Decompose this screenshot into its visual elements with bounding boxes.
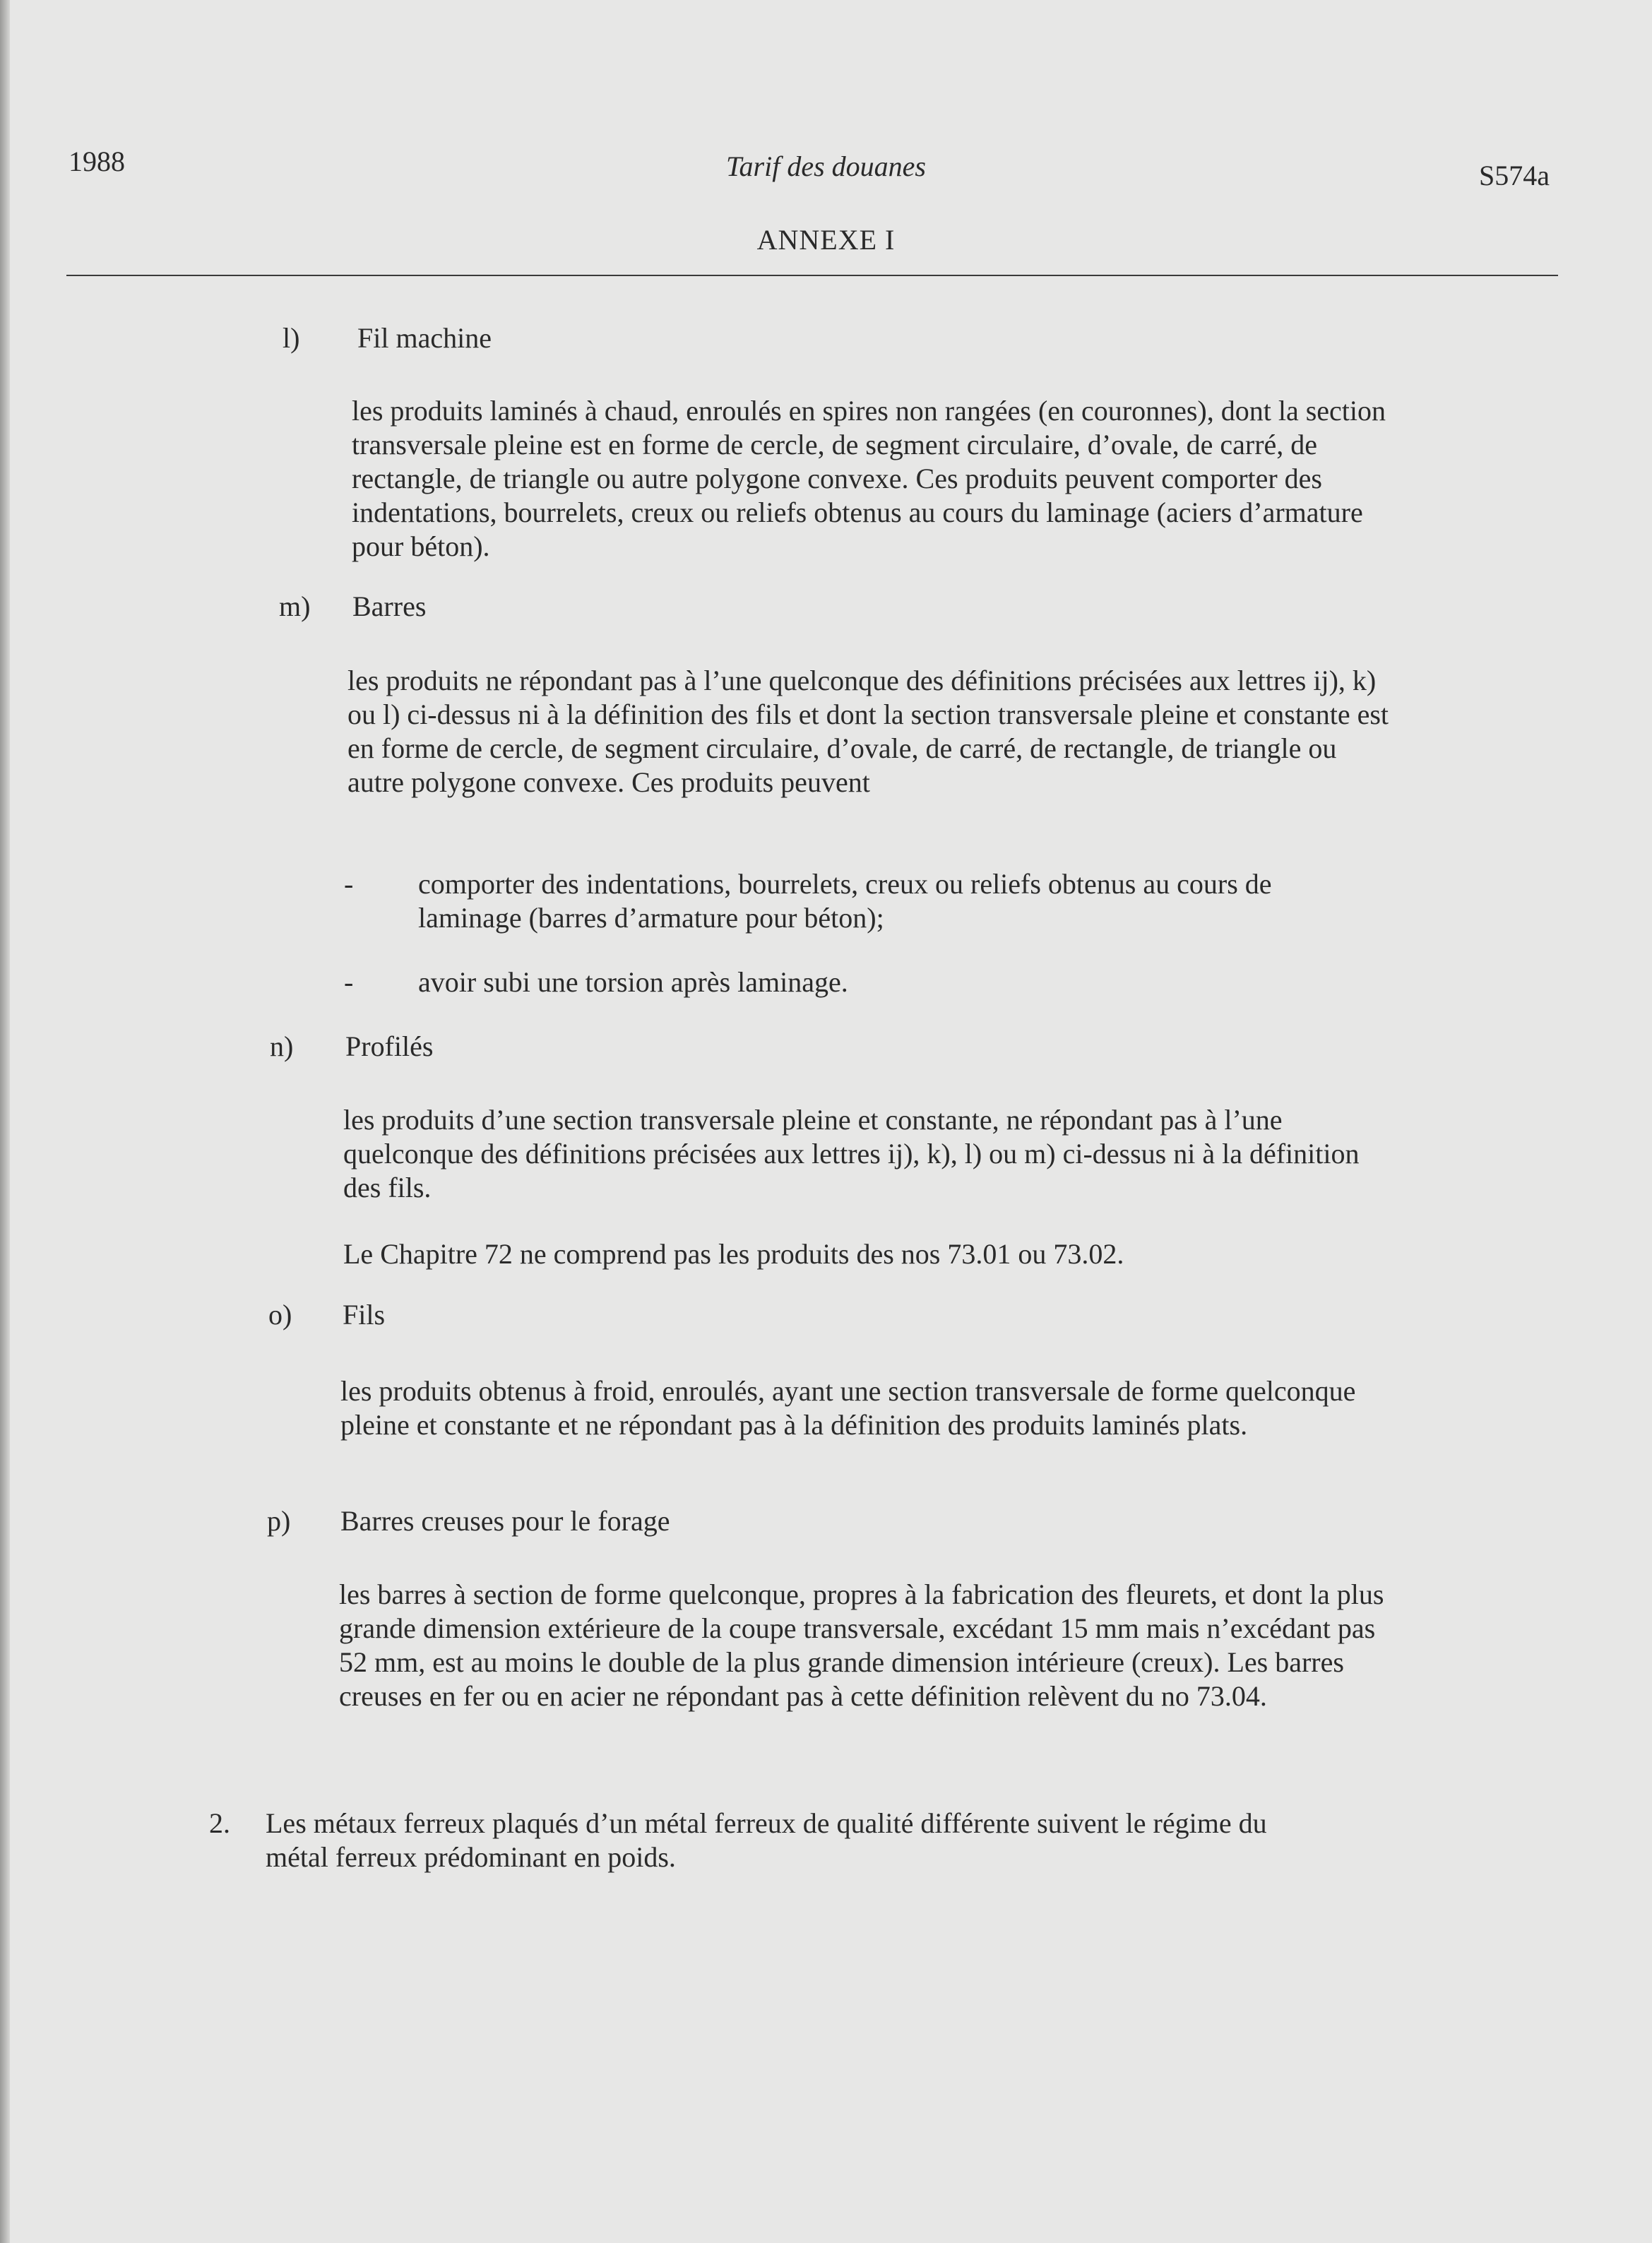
item-o-text: les produits obtenus à froid, enroulés, ayant une section transversale de forme quelconque pleine et constante et ne répondant pas à la définition des produits laminés plats. xyxy=(340,1375,1356,1441)
item-m-text: les produits ne répondant pas à l’une quelconque des définitions précisées aux lettres ij), k) ou l) ci-dessus ni à la définition des fils et dont la section transversale pleine et constante est en forme de cercle, de segment circulaire, d’ovale, de carré, de rectangle, de triangle ou autre polygone convexe. Ces produits peuvent xyxy=(347,665,1389,798)
item-m-bullet-2: avoir subi une torsion après laminage. xyxy=(418,966,848,998)
annexe-heading: ANNEXE I xyxy=(756,224,896,256)
page-year: 1988 xyxy=(69,145,125,177)
item-m-title: Barres xyxy=(352,590,427,622)
note-2-text: Les métaux ferreux plaqués d’un métal ferreux de qualité différente suivent le régime du métal ferreux prédominant en poids. xyxy=(266,1807,1267,1873)
page-edge xyxy=(0,0,10,2243)
item-o-title: Fils xyxy=(343,1299,386,1331)
note-2-marker: 2. xyxy=(209,1807,230,1839)
item-l-text: les produits laminés à chaud, enroulés en spires non rangées (en couronnes), dont la section transversale pleine est en forme de cercle, de segment circulaire, d’ovale, de carré, de rectangle, de triangle ou autre polygone convexe. Ces produits peuvent comporter des indentations, bourrelets, creux ou reliefs obtenus au cours du laminage (aciers d’armature pour béton). xyxy=(352,395,1386,562)
header-rule xyxy=(66,275,1558,276)
item-l-marker: l) xyxy=(283,322,300,354)
bullet-dash: - xyxy=(344,868,354,900)
bullet-dash: - xyxy=(344,966,354,998)
item-n-title: Profilés xyxy=(345,1030,434,1062)
item-n-text: les produits d’une section transversale pleine et constante, ne répondant pas à l’une quelconque des définitions précisées aux lettres ij), k), l) ou m) ci-dessus ni à la définition des fils. xyxy=(343,1104,1360,1203)
page-code: S574a xyxy=(1479,160,1550,191)
item-p-text: les barres à section de forme quelconque, propres à la fabrication des fleurets, et dont la plus grande dimension extérieure de la coupe transversale, excédant 15 mm mais n’excédant pas 52 mm, est au moins le double de la plus grande dimension intérieure (creux). Les barres creuses en fer ou en acier ne répondant pas à cette définition relèvent du no 73.04. xyxy=(339,1578,1384,1712)
item-m-marker: m) xyxy=(279,590,311,622)
item-o-marker: o) xyxy=(268,1299,292,1331)
item-p-marker: p) xyxy=(267,1505,291,1537)
document-title: Tarif des douanes xyxy=(725,150,926,182)
item-m-bullet-1: comporter des indentations, bourrelets, creux ou reliefs obtenus au cours de laminage (barres d’armature pour béton); xyxy=(418,868,1272,934)
item-p-title: Barres creuses pour le forage xyxy=(340,1505,670,1537)
item-n-marker: n) xyxy=(270,1030,294,1062)
item-l-title: Fil machine xyxy=(357,322,492,354)
item-n-note: Le Chapitre 72 ne comprend pas les produits des nos 73.01 ou 73.02. xyxy=(343,1238,1124,1270)
